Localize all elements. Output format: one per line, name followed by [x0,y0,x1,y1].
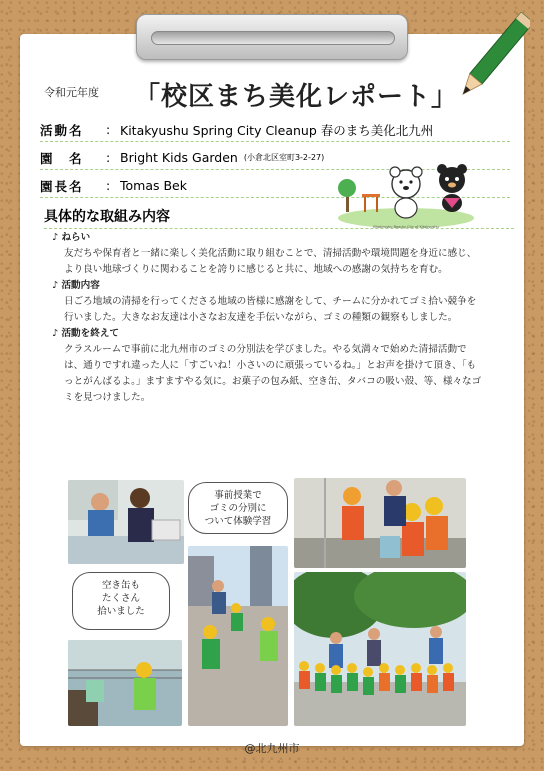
photo-kids-collecting [294,478,466,568]
director-key: 園長名 [40,178,84,194]
mascot-caption: Kitakyushu Beauty City of Kitakyushu [373,225,439,229]
photo-group [294,572,466,726]
footer-credit: @北九州市 [244,742,300,755]
section-heading-activity: ♪ 活動内容 [52,280,100,291]
garden-value: Bright Kids Garden [120,150,238,165]
clipboard-clip [136,14,408,60]
era-label: 令和元年度 [44,86,99,99]
garden-key: 園 名 [40,150,84,166]
photo-riverside [68,640,182,726]
section-text-reflection: クラスルームで事前に北九州市のゴミの分別法を学びました。やる気満々で始めた清掃活動では、通りですれ違った人に「すごいね！小さいのに頑張っているね。」とお声を掛けて頂き、「もっとがんばるよ。」ますますやる気に。お菓子の包み紙、空き缶、タバコの吸い殻、等、様々なゴミを見つけました。 [64,344,482,403]
activity-key: 活動名 [40,122,84,138]
section-text-activity: 日ごろ地域の清掃を行ってくださる地域の皆様に感謝をして、チームに分かれてゴミ拾い競争を行いました。大きなお友達は小さなお友達を手伝いながら、ゴミの種類の観察もしました。 [64,296,477,323]
activity-row: 活動名 : Kitakyushu Spring City Cleanup 春のまち美化北九州 [40,118,510,142]
section-heading-reflection: ♪ 活動を終えて [52,328,120,339]
section-title: 具体的な取組み内容 [44,206,514,229]
photo-street-cleanup [188,546,288,726]
director-value: Tomas Bek [120,178,187,193]
garden-address: (小倉北区室町3-2-27) [243,153,325,162]
speech-bubble-lesson: 事前授業で ゴミの分別に ついて体験学習 [188,482,288,534]
director-row: 園長名 : Tomas Bek [40,174,510,198]
report-body [52,230,484,406]
activity-value: Kitakyushu Spring City Cleanup 春のまち美化北九州 [120,122,434,138]
garden-row: 園 名 : Bright Kids Garden (小倉北区室町3-2-27) [40,146,510,170]
page-title: 「校区まち美化レポート」 [133,82,458,112]
photo-classroom-sorting [68,480,184,564]
section-text-aim: 友だちや保育者と一緒に楽しく美化活動に取り組むことで、清掃活動や環境問題を身近に感じ、より良い地球づくりに関わることを誇りに感じると共に、地域への感謝の気持ちを育む。 [64,248,477,275]
section-heading-aim: ♪ ねらい [52,232,91,243]
speech-bubble-cans: 空き缶も たくさん 拾いました [72,572,170,630]
